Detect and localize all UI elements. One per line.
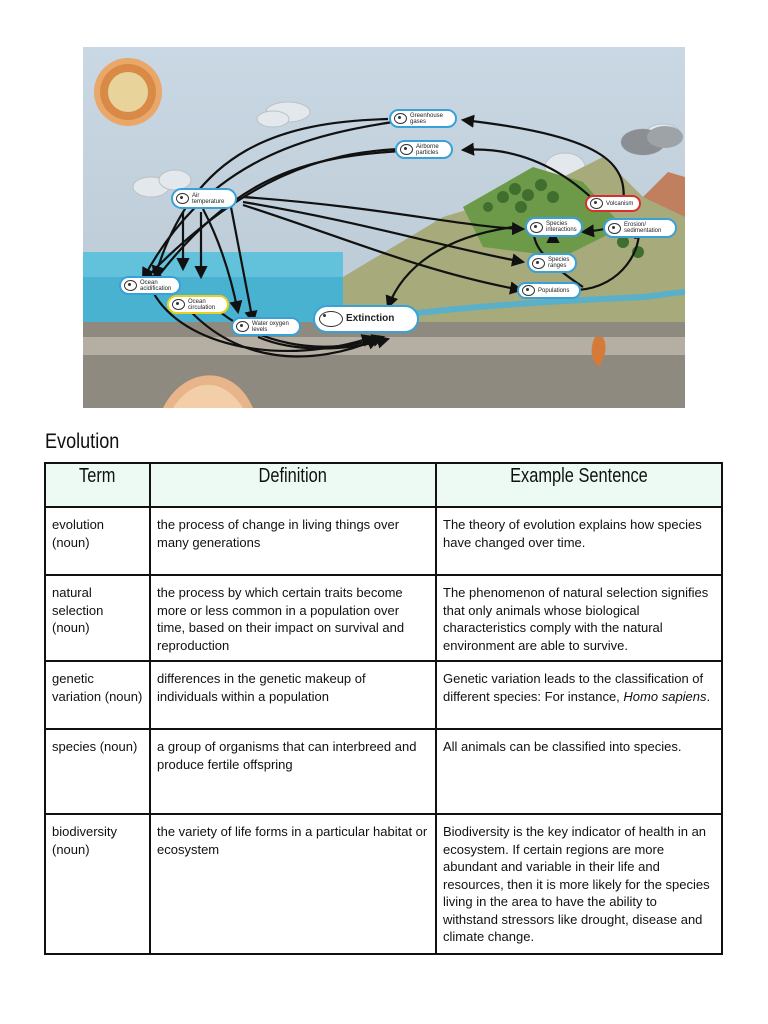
particles-icon xyxy=(400,144,413,155)
erosion-icon xyxy=(608,223,621,234)
node-populations: Populations xyxy=(517,282,581,299)
definition-cell: a group of organisms that can interbreed and produce fertile offspring xyxy=(150,729,436,814)
species-interaction-icon xyxy=(530,222,543,233)
definition-cell: the variety of life forms in a particular habitat or ecosystem xyxy=(150,814,436,954)
example-cell: The phenomenon of natural selection signifies that only animals whose biological characteristics comply with the natural environment are able to survive. xyxy=(436,575,722,661)
node-volcanism: Volcanism xyxy=(585,195,641,212)
definition-cell: the process by which certain traits become more or less common in a population over time, based on their impact on survival and reproduction xyxy=(150,575,436,661)
example-cell: Biodiversity is the key indicator of health in an ecosystem. If certain regions are more abundant and variable in their life and resources, then it is more likely for the species living in the area to have the ability to withstand stressors like drought, disease and climate change. xyxy=(436,814,722,954)
header-example: Example Sentence xyxy=(436,463,722,507)
term-cell: genetic variation (noun) xyxy=(45,661,150,729)
diagram-background xyxy=(83,47,685,408)
node-water-oxygen-levels: Water oxygen levels xyxy=(231,317,301,336)
term-cell: evolution (noun) xyxy=(45,507,150,575)
circulation-icon xyxy=(172,299,185,310)
volcano-icon xyxy=(590,198,603,209)
oxygen-icon xyxy=(236,321,249,332)
header-term: Term xyxy=(45,463,150,507)
node-species-interactions: Species interactions xyxy=(525,217,583,237)
node-extinction: Extinction xyxy=(313,305,419,333)
node-ocean-acidification: Ocean acidification xyxy=(119,276,181,295)
sun-icon xyxy=(94,58,162,126)
node-erosion-sedimentation: Erosion/ sedimentation xyxy=(603,218,677,238)
section-title: Evolution xyxy=(45,430,120,453)
node-air-temperature: Air temperature xyxy=(171,188,237,209)
table-row xyxy=(45,507,722,575)
definition-cell: the process of change in living things over many generations xyxy=(150,507,436,575)
table-row xyxy=(45,814,722,954)
thermometer-icon xyxy=(176,193,189,204)
node-species-ranges: Species ranges xyxy=(527,253,577,273)
greenhouse-gas-icon xyxy=(394,113,407,124)
table-row xyxy=(45,661,722,729)
node-airborne-particles: Airborne particles xyxy=(395,140,453,159)
term-cell: natural selection (noun) xyxy=(45,575,150,661)
skull-icon xyxy=(319,311,343,327)
term-cell: species (noun) xyxy=(45,729,150,814)
evolution-diagram xyxy=(83,47,685,408)
example-cell: Genetic variation leads to the classification of different species: For instance, Homo sapiens. xyxy=(436,661,722,729)
table-header-row xyxy=(45,463,722,507)
population-icon xyxy=(522,285,535,296)
definition-cell: differences in the genetic makeup of individuals within a population xyxy=(150,661,436,729)
range-icon xyxy=(532,258,545,269)
example-cell: The theory of evolution explains how species have changed over time. xyxy=(436,507,722,575)
wave-icon xyxy=(124,280,137,291)
table-row xyxy=(45,729,722,814)
term-cell: biodiversity (noun) xyxy=(45,814,150,954)
example-cell: All animals can be classified into species. xyxy=(436,729,722,814)
node-greenhouse-gases: Greenhouse gases xyxy=(389,109,457,128)
table-row xyxy=(45,575,722,661)
node-ocean-circulation: Ocean circulation xyxy=(167,295,229,314)
vocabulary-table xyxy=(44,462,723,955)
header-definition: Definition xyxy=(150,463,436,507)
